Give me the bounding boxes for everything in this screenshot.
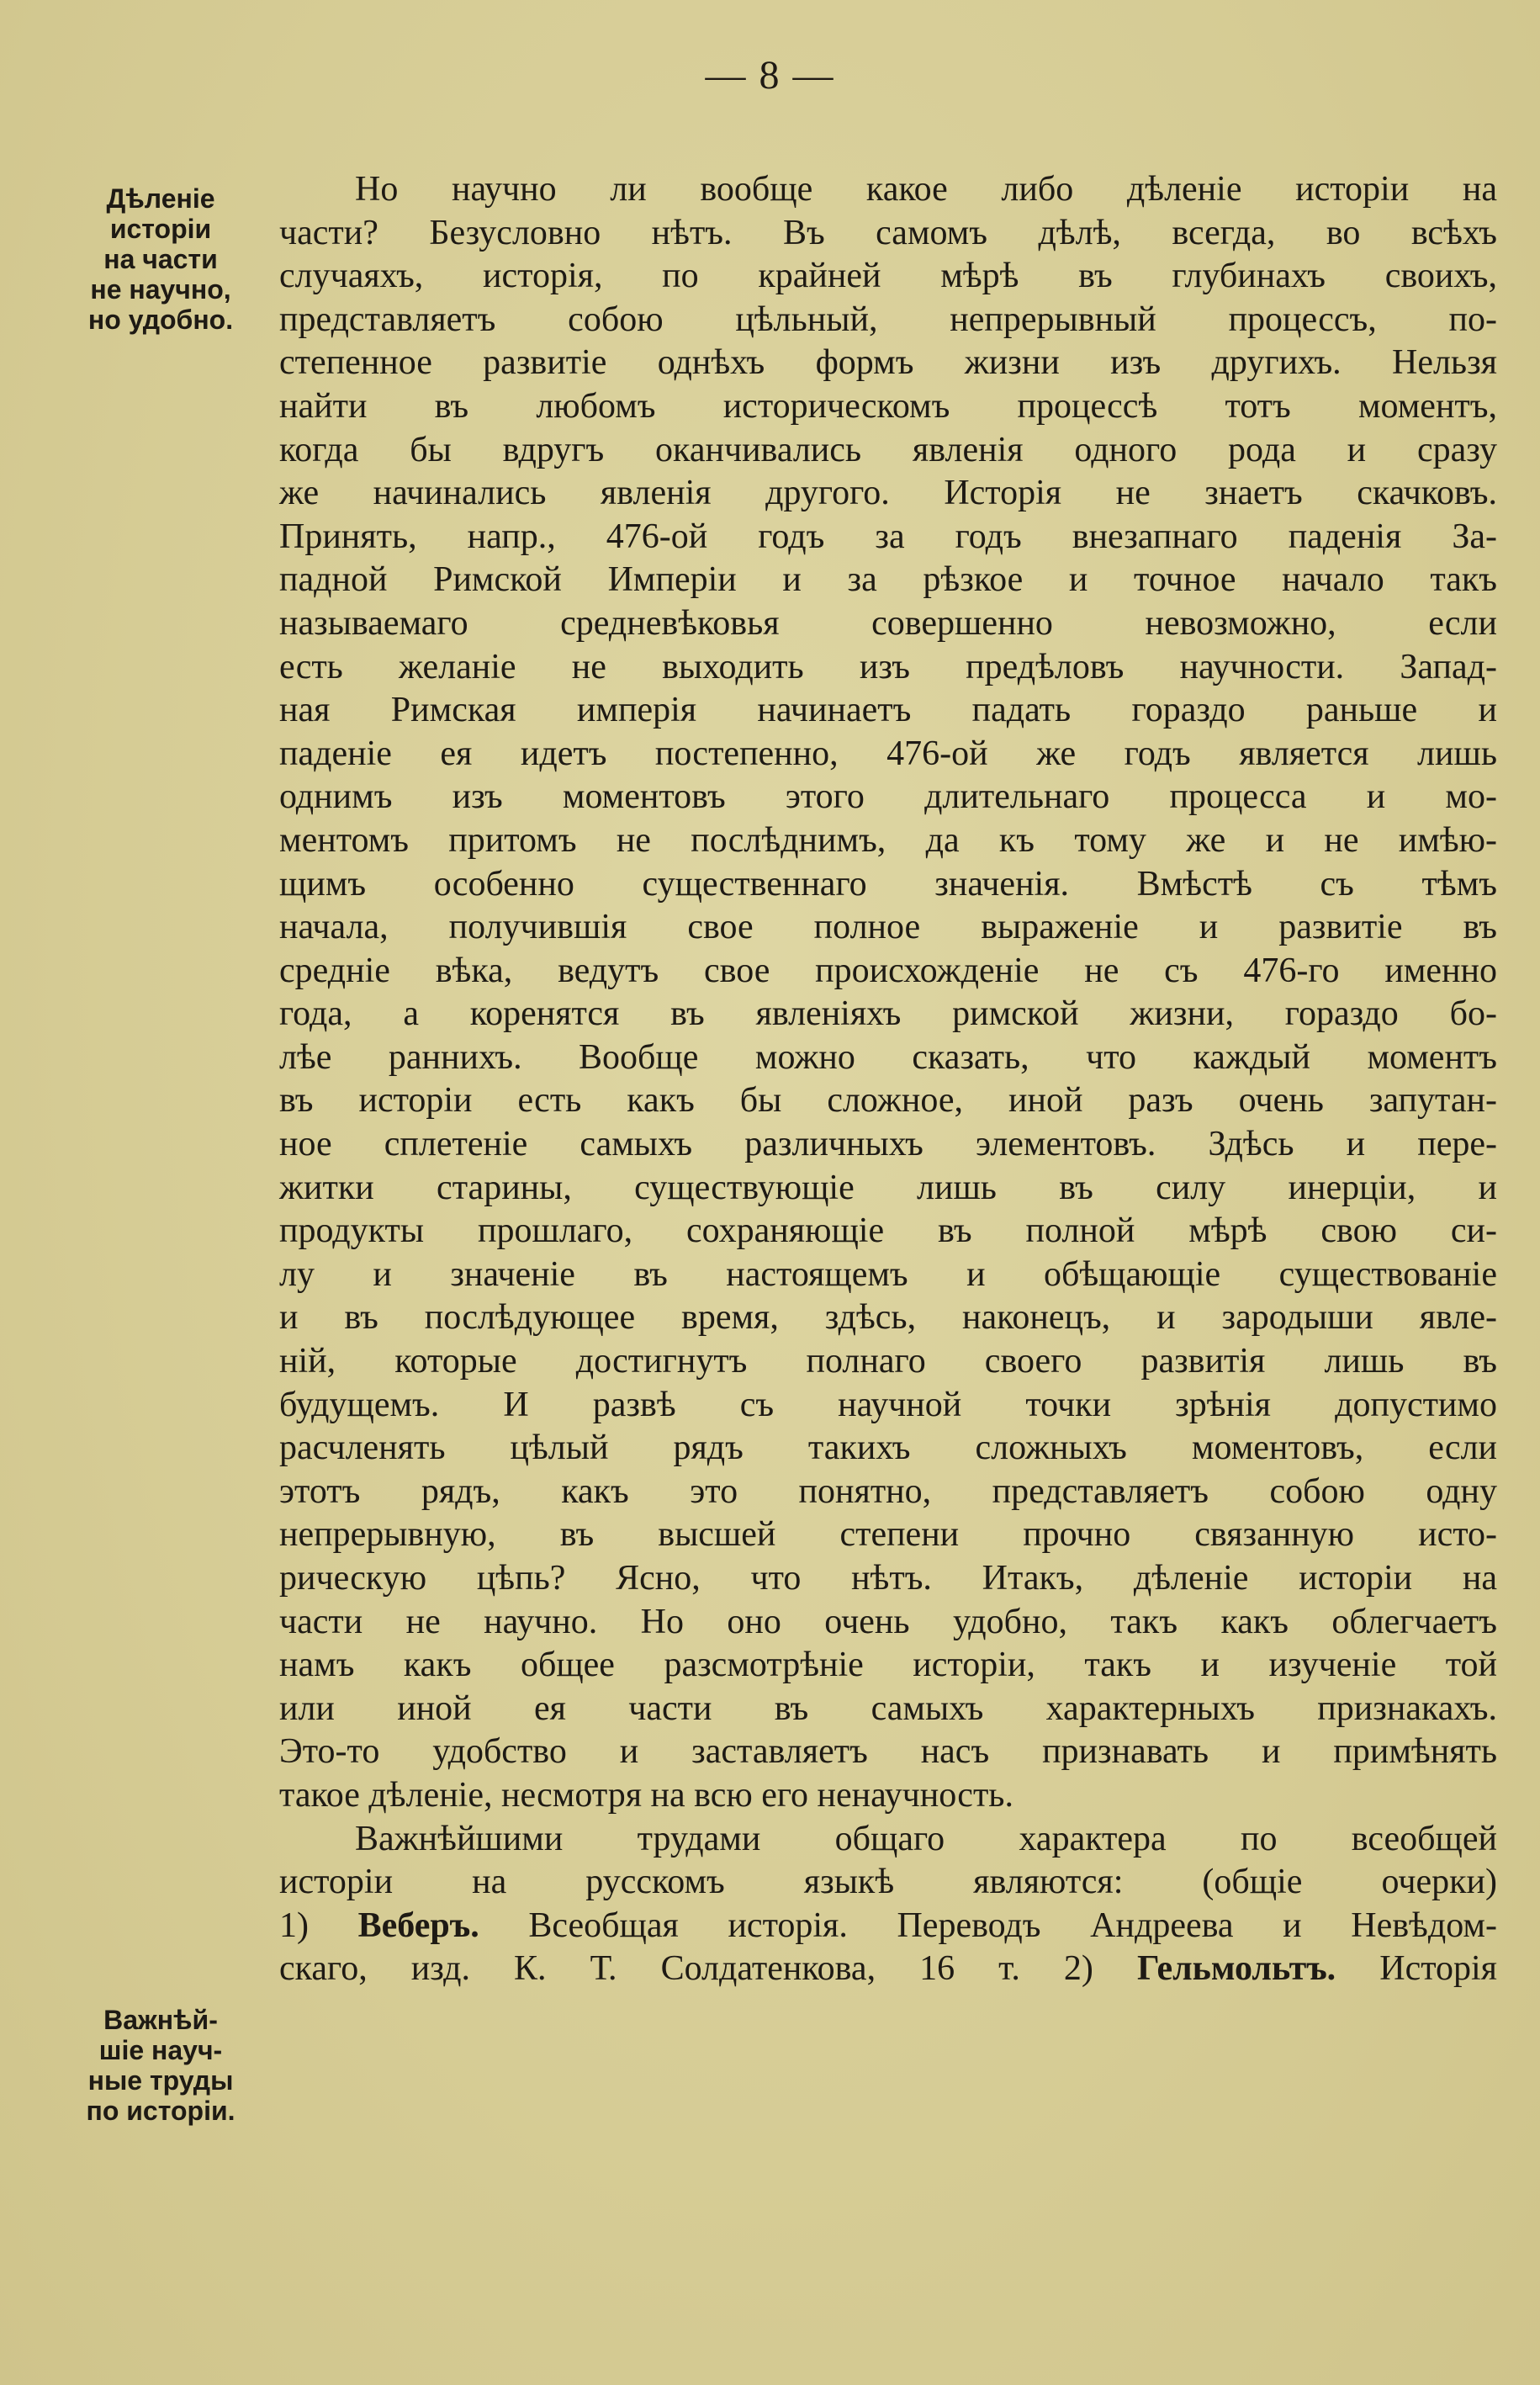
text-line: ная Римская имперія начинаетъ падать гораздо раньше и [279, 691, 1497, 730]
text-segment: Исторія [1379, 1949, 1497, 1989]
text-line: части не научно. Но оно очень удобно, такъ какъ облегчаетъ [279, 1602, 1497, 1641]
text-line: продукты прошлаго, сохраняющіе въ полной мѣрѣ свою си- [279, 1211, 1497, 1251]
text-segment: Всеобщая исторія. Переводъ Андреева и Невѣдом- [528, 1905, 1497, 1945]
text-line: Но научно ли вообще какое либо дѣленіе исторіи на [355, 170, 1497, 209]
list-number: 1) [279, 1905, 309, 1945]
text-line: начала, получившія свое полное выраженіе и развитіе въ [279, 908, 1497, 947]
text-line: расчленять цѣлый рядъ такихъ сложныхъ моментовъ, если [279, 1428, 1497, 1468]
text-line: когда бы вдругъ оканчивались явленія одного рода и сразу [279, 430, 1497, 469]
text-line: щимъ особенно существеннаго значенія. Вмѣстѣ съ тѣмъ [279, 864, 1497, 904]
margin-note-division [50, 183, 271, 335]
text-line: называемаго средневѣковья совершенно невозможно, если [279, 603, 1497, 643]
text-line: года, а коренятся въ явленіяхъ римской жизни, гораздо бо- [279, 994, 1497, 1034]
text-line: части? Безусловно нѣтъ. Въ самомъ дѣлѣ, всегда, во всѣхъ [279, 213, 1497, 252]
text-line: этотъ рядъ, какъ это понятно, представляетъ собою одну [279, 1471, 1497, 1511]
text-line: намъ какъ общее разсмотрѣніе исторіи, такъ и изученіе той [279, 1646, 1497, 1685]
text-line: случаяхъ, исторія, по крайней мѣрѣ въ глубинахъ своихъ, [279, 257, 1497, 296]
text-line: Важнѣйшими трудами общаго характера по всеобщей [355, 1819, 1497, 1858]
text-segment: скаго, изд. К. Т. Солдатенкова, 16 т. 2) [279, 1949, 1093, 1989]
text-line: Это-то удобство и заставляетъ насъ признавать и примѣнять [279, 1732, 1497, 1772]
text-line: или иной ея части въ самыхъ характерныхъ признакахъ. [279, 1688, 1497, 1728]
margin-note-line: исторіи [109, 214, 212, 244]
text-line: же начинались явленія другого. Исторія не знаетъ скачковъ. [279, 474, 1497, 513]
text-line: лу и значеніе въ настоящемъ и обѣщающіе существованіе [279, 1254, 1497, 1294]
margin-note-line: ные труды [87, 2065, 234, 2096]
text-line: лѣе раннихъ. Вообще можно сказать, что каждый моментъ [279, 1037, 1497, 1077]
text-line-helmolt [279, 1948, 1497, 1991]
margin-note-line: шіе науч- [98, 2035, 223, 2065]
text-line: однимъ изъ моментовъ этого длительнаго процесса и мо- [279, 777, 1497, 817]
text-line: въ исторіи есть какъ бы сложное, иной разъ очень запутан- [279, 1081, 1497, 1121]
text-line: и въ послѣдующее время, здѣсь, наконецъ, и зародыши явле- [279, 1298, 1497, 1338]
body-text [279, 168, 1497, 1991]
margin-note-important-works [50, 2005, 271, 2126]
text-line: такое дѣленіе, несмотря на всю его ненаучность. [279, 1775, 1013, 1815]
margin-note-line: на части [103, 244, 218, 274]
text-line: исторіи на русскомъ языкѣ являются: (общіе очерки) [279, 1863, 1497, 1902]
text-line: паденіе ея идетъ постепенно, 476-ой же годъ является лишь [279, 734, 1497, 773]
text-line: есть желаніе не выходить изъ предѣловъ научности. Запад- [279, 647, 1497, 686]
text-line: житки старины, существующіе лишь въ силу инерціи, и [279, 1168, 1497, 1207]
margin-note-line: Дѣленіе [106, 183, 215, 214]
text-line: ментомъ притомъ не послѣднимъ, да къ тому же и не имѣю- [279, 820, 1497, 860]
text-line: ное сплетеніе самыхъ различныхъ элементовъ. Здѣсь и пере- [279, 1125, 1497, 1164]
text-line: найти въ любомъ историческомъ процессѣ тотъ моментъ, [279, 386, 1497, 426]
text-line: представляетъ собою цѣльный, непрерывный процессъ, по- [279, 299, 1497, 339]
author-name-helmolt: Гельмольтъ. [1136, 1949, 1336, 1989]
margin-note-line: по исторіи. [86, 2096, 235, 2126]
text-line: будущемъ. И развѣ съ научной точки зрѣнія допустимо [279, 1385, 1497, 1424]
text-line: степенное развитіе однѣхъ формъ жизни изъ другихъ. Нельзя [279, 343, 1497, 383]
text-line: ній, которые достигнутъ полнаго своего развитія лишь въ [279, 1342, 1497, 1381]
text-line: Принять, напр., 476-ой годъ за годъ внезапнаго паденія За- [279, 517, 1497, 556]
page-number: — 8 — [705, 53, 835, 98]
text-line-weber [279, 1905, 1497, 1948]
text-line: средніе вѣка, ведутъ свое происхожденіе не съ 476-го именно [279, 951, 1497, 990]
margin-note-line: но удобно. [87, 305, 234, 335]
author-name-weber: Веберъ. [357, 1905, 479, 1945]
text-line: непрерывную, въ высшей степени прочно связанную исто- [279, 1515, 1497, 1555]
margin-note-line: Важнѣй- [103, 2005, 218, 2035]
text-line: падной Римской Имперіи и за рѣзкое и точное начало такъ [279, 560, 1497, 600]
margin-note-line: не научно, [90, 274, 231, 305]
text-line: рическую цѣпь? Ясно, что нѣтъ. Итакъ, дѣленіе исторіи на [279, 1559, 1497, 1598]
